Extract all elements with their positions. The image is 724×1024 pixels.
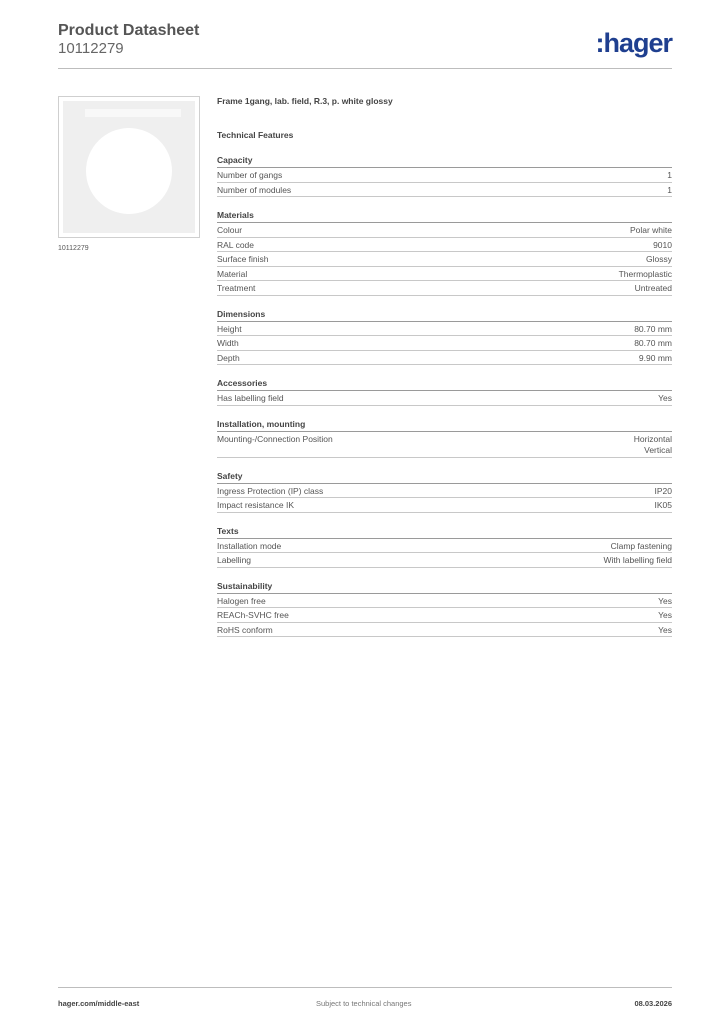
spec-sections [217,155,672,637]
frame-opening [86,128,172,214]
logo-text: hager [603,28,672,58]
spec-value-line: Yes [658,624,672,635]
spec-value-line: Yes [658,393,672,403]
spec-label: Labelling [217,555,252,565]
spec-row [217,539,672,554]
section-title: Sustainability [217,581,672,594]
spec-value [634,434,672,457]
frame-plate [63,101,195,233]
spec-label: Width [217,338,239,348]
section-title: Texts [217,526,672,539]
spec-row [217,623,672,638]
product-name: Frame 1gang, lab. field, R.3, p. white glossy [217,96,393,106]
spec-section [217,581,672,638]
spec-value [658,596,672,608]
document-title: Product Datasheet [58,22,200,39]
spec-section [217,210,672,296]
spec-value [630,225,672,237]
product-image [58,96,200,238]
spec-value-line: 9.90 mm [638,352,672,363]
spec-row [217,391,672,406]
spec-value [658,393,672,405]
spec-label: RoHS conform [217,624,273,635]
spec-value [653,240,672,252]
spec-row [217,594,672,609]
section-title: Materials [217,210,672,223]
spec-value-line: Untreated [634,283,672,293]
spec-value [634,338,672,350]
spec-label: Number of modules [217,184,292,195]
section-title: Safety [217,471,672,484]
spec-content [217,95,672,637]
spec-row [217,336,672,351]
spec-label: Has labelling field [217,393,284,403]
spec-row [217,223,672,238]
spec-row [217,322,672,337]
section-title: Accessories [217,378,672,391]
spec-row [217,281,672,296]
spec-label: Treatment [217,283,256,293]
spec-value-line: IP20 [654,485,672,496]
footer-divider [58,987,672,988]
spec-value [619,269,672,281]
spec-label: Number of gangs [217,170,283,180]
spec-label: Installation mode [217,540,282,551]
spec-value [667,185,672,197]
spec-value-line: Horizontal [633,433,672,444]
spec-value-line: 1 [667,170,672,180]
spec-row [217,267,672,282]
logo-dots-icon: : [595,28,604,58]
spec-value-line: Polar white [629,225,672,235]
spec-row [217,238,672,253]
spec-value-line: With labelling field [603,555,672,565]
spec-row [217,484,672,499]
spec-row [217,608,672,623]
spec-row [217,553,672,568]
spec-label: Surface finish [217,254,269,264]
spec-value [635,283,672,295]
spec-value [658,625,672,637]
spec-label: RAL code [217,239,255,250]
footer-website: hager.com/middle-east [58,999,140,1008]
spec-label: Impact resistance IK [217,500,295,510]
spec-value [646,254,672,266]
spec-value-line: Clamp fastening [610,540,672,551]
section-title: Capacity [217,155,672,168]
spec-value [658,610,672,622]
spec-value [611,541,672,553]
section-title: Installation, mounting [217,419,672,432]
spec-value-line: 9010 [653,239,672,250]
spec-value-line: IK05 [654,500,672,510]
spec-value-line: Thermoplastic [618,268,672,279]
spec-value [655,486,673,498]
frame-label-field [85,109,181,117]
technical-features-heading: Technical Features [217,130,294,140]
document-number: 10112279 [58,40,124,57]
spec-row [217,351,672,366]
spec-row [217,168,672,183]
spec-label: Height [217,323,242,334]
spec-section [217,309,672,366]
spec-value-line: 80.70 mm [634,323,672,334]
spec-value-line: 1 [667,184,672,195]
spec-label: REACh-SVHC free [217,610,289,620]
footer-date: 08.03.2026 [634,999,672,1008]
spec-value-line: Vertical [644,445,672,455]
spec-value [667,170,672,182]
spec-value [634,324,672,336]
spec-label: Colour [217,225,243,235]
spec-label: Halogen free [217,595,266,606]
footer-notice: Subject to technical changes [316,999,412,1008]
spec-label: Material [217,268,248,279]
spec-row [217,183,672,198]
section-title: Dimensions [217,309,672,322]
hager-logo [595,28,672,59]
spec-row [217,252,672,267]
spec-label: Depth [217,352,240,363]
spec-section [217,419,672,458]
spec-label: Ingress Protection (IP) class [217,485,324,496]
spec-section [217,471,672,513]
spec-section [217,155,672,197]
image-caption: 10112279 [58,245,89,252]
spec-value-line: Glossy [646,254,672,264]
spec-value [603,555,672,567]
spec-value-line: Yes [658,610,672,620]
spec-value [639,353,672,365]
spec-section [217,526,672,568]
spec-section [217,378,672,406]
spec-row [217,498,672,513]
page-header [58,22,199,58]
spec-label: Mounting-/Connection Position [217,433,333,444]
spec-value [655,500,673,512]
spec-row [217,432,672,458]
spec-value-line: 80.70 mm [634,338,672,348]
spec-value-line: Yes [658,595,672,606]
header-divider [58,68,672,69]
